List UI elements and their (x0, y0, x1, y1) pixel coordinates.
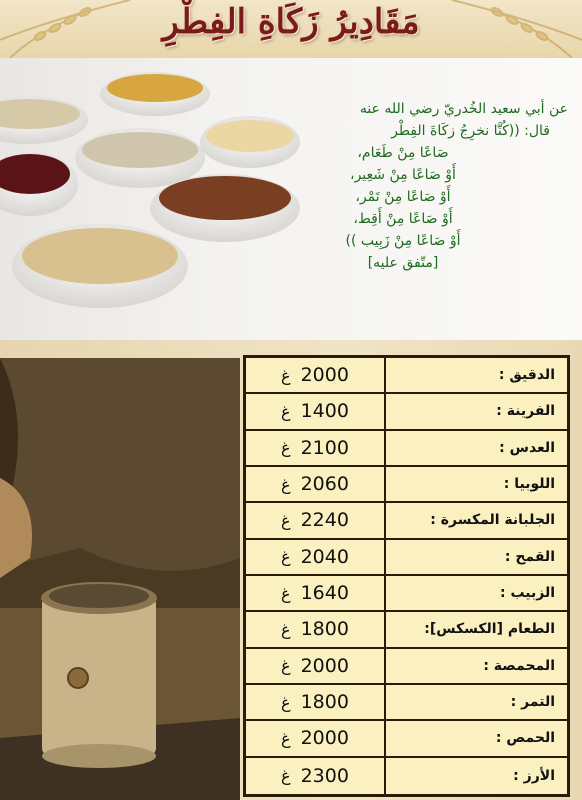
hadith-line: أَوْ صَاعًا مِنْ أَقِط، (353, 211, 453, 227)
table-row (246, 685, 567, 721)
amount-cell (246, 394, 386, 428)
amount-value: 2040 (300, 545, 349, 568)
food-name: الحمص : (495, 730, 555, 747)
amount-cell (246, 358, 386, 392)
amount-value: 2000 (300, 727, 349, 750)
table-row (246, 431, 567, 467)
amount-value: 1640 (300, 582, 349, 605)
grain-sack-photo (0, 358, 240, 800)
amount-unit: غ (281, 619, 291, 639)
amount-unit: غ (281, 583, 291, 603)
amount-value: 1800 (300, 618, 349, 641)
food-name: الطعام [الكسكس]: (424, 621, 555, 638)
food-name: اللوبيا : (503, 476, 555, 493)
table-row (246, 649, 567, 685)
amount-unit: غ (281, 365, 291, 385)
amount-unit: غ (281, 474, 291, 494)
hadith-source: [متّفق عليه] (367, 255, 439, 271)
header-banner (0, 0, 582, 58)
table-row (246, 394, 567, 430)
amount-value: 2000 (300, 654, 349, 677)
table-row (246, 721, 567, 757)
amount-unit: غ (281, 766, 291, 786)
food-name: العدس : (499, 439, 555, 456)
amount-cell (246, 685, 386, 719)
table-row (246, 503, 567, 539)
food-name: المحمصة : (483, 657, 555, 674)
amount-cell (246, 758, 386, 794)
amount-cell (246, 612, 386, 646)
hadith-line: أَوْ صَاعًا مِنْ شَعِير، (350, 167, 456, 183)
amount-value: 1800 (300, 691, 349, 714)
hadith-line: عن أبي سعيد الخُدريّ رضي الله عنه (359, 101, 568, 117)
amount-unit: غ (281, 510, 291, 530)
food-name: القمح : (504, 548, 555, 565)
food-name: الزبيب : (499, 585, 555, 602)
table-row (246, 540, 567, 576)
table-row (246, 358, 567, 394)
zakat-amounts-table (243, 355, 570, 797)
amount-unit: غ (281, 438, 291, 458)
amount-cell (246, 467, 386, 501)
amount-cell (246, 503, 386, 537)
table-row (246, 576, 567, 612)
amount-unit: غ (281, 401, 291, 421)
amount-unit: غ (281, 728, 291, 748)
hadith-line: قال: ((كُنَّا نخرِجُ زكَاةَ الفِطْر (391, 123, 550, 139)
hadith-line: أَوْ صَاعًا مِنْ زَبِيب )) (345, 233, 461, 249)
hadith-panel (0, 58, 582, 340)
amount-unit: غ (281, 692, 291, 712)
amount-unit: غ (281, 656, 291, 676)
amount-value: 2300 (300, 764, 349, 787)
amount-unit: غ (281, 547, 291, 567)
food-name: الجلبانة المكسرة : (430, 512, 555, 529)
amount-cell (246, 721, 386, 755)
amount-value: 2100 (300, 436, 349, 459)
hadith-line: أَوْ صَاعًا مِنْ تَمْر، (355, 189, 451, 205)
food-name: الأرز : (513, 767, 555, 784)
amount-value: 2000 (300, 364, 349, 387)
amount-cell (246, 431, 386, 465)
table-row (246, 467, 567, 503)
amount-cell (246, 576, 386, 610)
hadith-text (238, 98, 568, 274)
table-row (246, 758, 567, 794)
amount-value: 2240 (300, 509, 349, 532)
food-name: الدقيق : (498, 367, 555, 384)
amount-cell (246, 540, 386, 574)
food-name: الفرينة : (496, 403, 555, 420)
amount-value: 2060 (300, 473, 349, 496)
amount-cell (246, 649, 386, 683)
amount-value: 1400 (300, 400, 349, 423)
table-row (246, 612, 567, 648)
food-name: التمر : (510, 694, 555, 711)
hadith-line: صَاعًا مِنْ طَعَام، (357, 145, 449, 161)
page-title: مَقَادِيرُ زَكَاةِ الفِطْرِ (162, 2, 420, 42)
